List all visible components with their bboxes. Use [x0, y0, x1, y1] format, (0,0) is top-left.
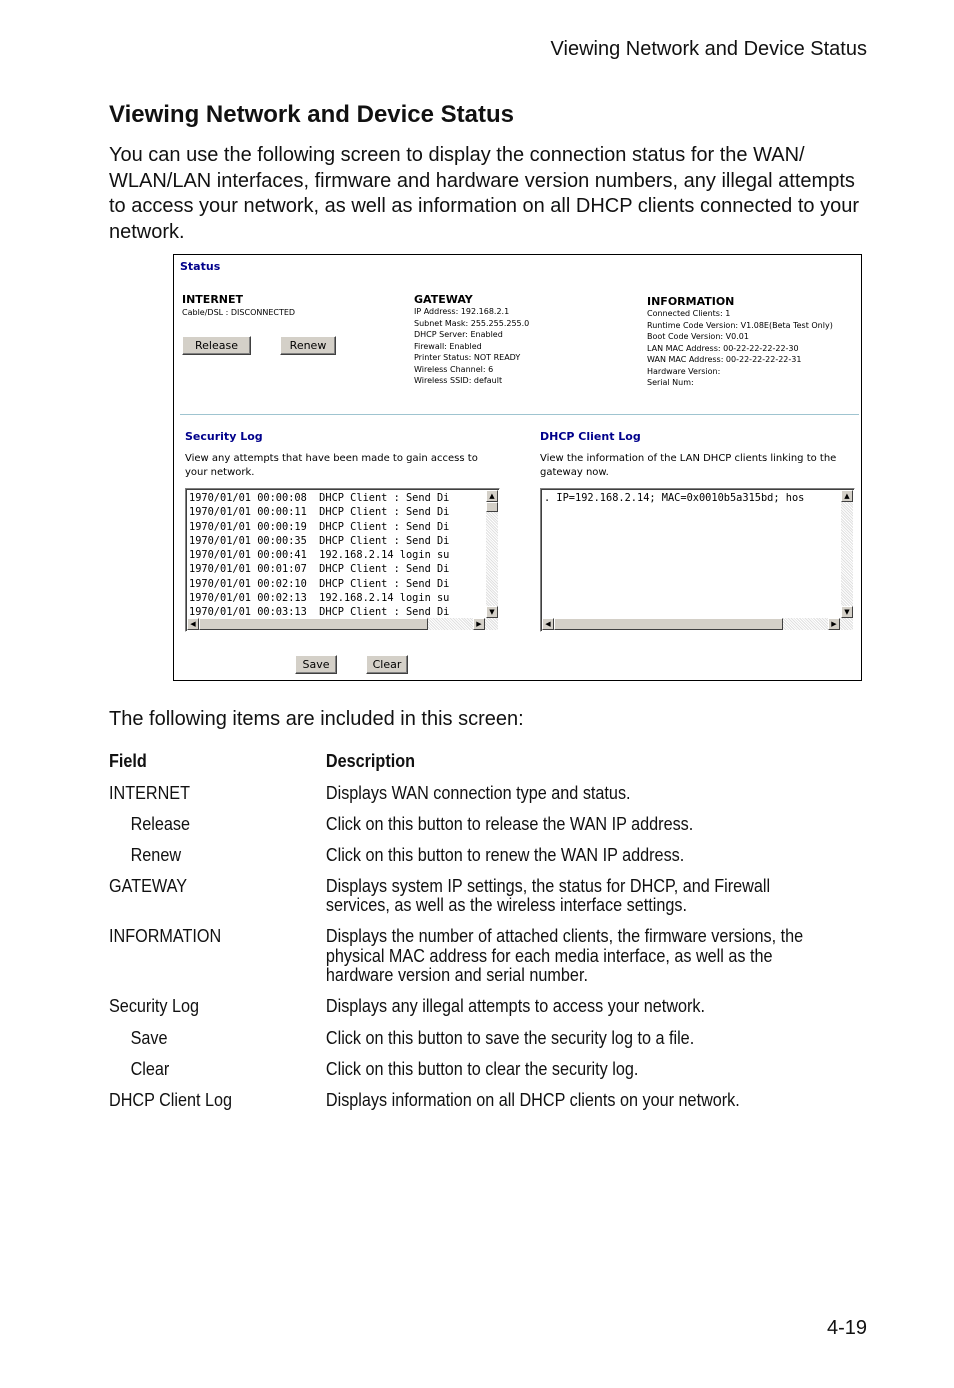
field-cell: Security Log: [109, 996, 200, 1017]
gateway-section: [414, 293, 529, 387]
text-line: IP Address: 192.168.2.1: [414, 307, 510, 316]
page-number: 4-19: [826, 1317, 867, 1339]
save-button[interactable]: Save: [295, 655, 337, 674]
table-row: [109, 815, 830, 846]
dhcp-log-vscroll[interactable]: [841, 490, 853, 618]
field-cell: INTERNET: [109, 782, 190, 803]
field-cell: INFORMATION: [109, 926, 222, 947]
table-row: [109, 846, 830, 877]
scroll-down-icon[interactable]: ▼: [841, 606, 853, 618]
text-line: 1970/01/01 00:03:13 DHCP Client : Send Di: [189, 606, 450, 619]
dhcp-log-title: DHCP Client Log: [540, 430, 641, 443]
release-button[interactable]: Release: [182, 336, 251, 355]
text-line: . IP=192.168.2.14; MAC=0x0010b5a315bd; hos: [544, 492, 805, 504]
description-cell: Click on this button to release the WAN IP address.: [325, 813, 694, 834]
scroll-thumb[interactable]: [486, 502, 498, 512]
text-line: 1970/01/01 00:01:07 DHCP Client : Send Di: [189, 563, 450, 576]
table-row: [109, 1060, 830, 1091]
scroll-left-icon[interactable]: ◀: [187, 618, 199, 630]
text-line: 1970/01/01 00:02:13 192.168.2.14 login su: [189, 592, 450, 605]
section-title: Viewing Network and Device Status: [109, 101, 515, 128]
fields-table: [109, 752, 830, 1122]
text-line: 1970/01/01 00:00:35 DHCP Client : Send Di: [189, 534, 450, 547]
text-line: Boot Code Version: V0.01: [647, 332, 749, 341]
scroll-up-icon[interactable]: ▲: [486, 490, 498, 502]
security-log-hscroll[interactable]: [187, 618, 498, 630]
field-cell: Release: [130, 813, 191, 834]
text-line: LAN MAC Address: 00-22-22-22-22-30: [647, 343, 799, 353]
text-line: Subnet Mask: 255.255.255.0: [414, 318, 530, 328]
table-header-row: [109, 752, 830, 784]
table-row: [109, 1091, 830, 1122]
text-line: WAN MAC Address: 00-22-22-22-22-31: [647, 355, 802, 364]
table-row: [109, 877, 830, 928]
text-line: 1970/01/01 00:00:08 DHCP Client : Send Di: [189, 492, 450, 504]
status-title: Status: [180, 260, 221, 273]
gateway-title: GATEWAY: [414, 293, 473, 306]
information-title: INFORMATION: [647, 295, 735, 308]
section-divider: [180, 414, 859, 415]
description-cell: Displays the number of attached clients, the firmware versions, the physical MAC address for each media interface, as well as the hardware version and serial number.: [325, 926, 804, 986]
scroll-thumb[interactable]: [199, 618, 428, 630]
table-row: [109, 927, 830, 997]
information-section: [647, 295, 833, 389]
text-line: DHCP Server: Enabled: [414, 330, 503, 339]
scroll-thumb[interactable]: [554, 618, 783, 630]
text-line: Hardware Version:: [647, 366, 721, 376]
scroll-right-icon[interactable]: ▶: [473, 618, 485, 630]
description-cell: Click on this button to renew the WAN IP address.: [325, 844, 685, 865]
intro-paragraph: You can use the following screen to display the connection status for the WAN/ WLAN/LAN interfaces, firmware and hardware version numbers, any illegal attempts to access your network, as well as information on all DHCP clients connected to your network.: [109, 144, 859, 243]
text-line: Wireless SSID: default: [414, 376, 503, 385]
scroll-left-icon[interactable]: ◀: [542, 618, 554, 630]
text-line: Runtime Code Version: V1.08E(Beta Test Only): [647, 320, 833, 330]
security-log-title: Security Log: [185, 430, 263, 443]
text-line: 1970/01/01 00:00:19 DHCP Client : Send Di: [189, 520, 450, 533]
dhcp-log-description: View the information of the LAN DHCP clients linking to the gateway now.: [540, 453, 837, 478]
text-line: Connected Clients: 1: [647, 309, 731, 318]
running-head: Viewing Network and Device Status: [550, 38, 867, 60]
security-log-box[interactable]: [185, 488, 500, 632]
dhcp-log-hscroll[interactable]: [542, 618, 853, 630]
security-log-text: [189, 491, 449, 620]
description-column-header: Description: [325, 751, 416, 771]
description-cell: Click on this button to save the security log to a file.: [325, 1027, 695, 1048]
dhcp-log-box[interactable]: [540, 488, 855, 632]
description-cell: Displays system IP settings, the status for DHCP, and Firewall services, as well as the wireless interface settings.: [325, 875, 771, 916]
description-cell: Displays information on all DHCP clients on your network.: [325, 1089, 740, 1110]
renew-button[interactable]: Renew: [280, 336, 336, 355]
field-cell: GATEWAY: [109, 875, 188, 896]
description-cell: Displays WAN connection type and status.: [325, 782, 631, 803]
status-screenshot: [173, 254, 862, 681]
table-row: [109, 784, 830, 815]
text-line: Printer Status: NOT READY: [414, 353, 521, 362]
internet-section: [182, 293, 295, 319]
scroll-right-icon[interactable]: ▶: [828, 618, 840, 630]
description-cell: Displays any illegal attempts to access your network.: [325, 996, 705, 1017]
scroll-down-icon[interactable]: ▼: [486, 606, 498, 618]
field-column-header: Field: [109, 751, 147, 771]
dhcp-log-text: [544, 491, 804, 505]
clear-button[interactable]: Clear: [366, 655, 408, 674]
security-log-vscroll[interactable]: [486, 490, 498, 618]
table-row: [109, 997, 830, 1028]
security-log-description: View any attempts that have been made to gain access to your network.: [185, 453, 478, 478]
gateway-lines: [414, 306, 529, 387]
text-line: 1970/01/01 00:02:10 DHCP Client : Send Di: [189, 577, 450, 590]
scroll-up-icon[interactable]: ▲: [841, 490, 853, 502]
text-line: Firewall: Enabled: [414, 341, 482, 351]
text-line: 1970/01/01 00:00:41 192.168.2.14 login su: [189, 549, 450, 562]
field-cell: Save: [130, 1027, 168, 1048]
table-row: [109, 1029, 830, 1060]
internet-status: Cable/DSL : DISCONNECTED: [182, 308, 296, 317]
internet-title: INTERNET: [182, 293, 244, 306]
text-line: Serial Num:: [647, 378, 694, 387]
field-cell: DHCP Client Log: [109, 1089, 233, 1110]
field-cell: Clear: [130, 1058, 170, 1079]
description-cell: Click on this button to clear the security log.: [325, 1058, 639, 1079]
field-cell: Renew: [130, 844, 182, 865]
text-line: Wireless Channel: 6: [414, 364, 494, 374]
following-text: The following items are included in this screen:: [109, 708, 524, 730]
information-lines: [647, 308, 833, 389]
text-line: 1970/01/01 00:00:11 DHCP Client : Send Di: [189, 506, 450, 519]
